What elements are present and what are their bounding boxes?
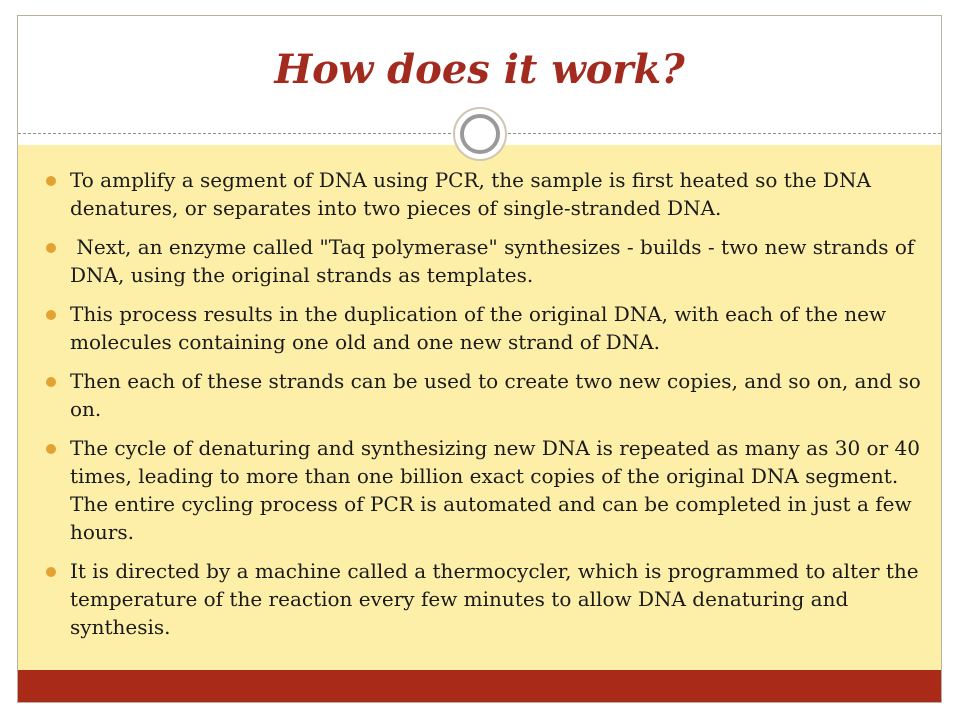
- bullet-dot-icon: [46, 567, 56, 577]
- list-item: [46, 367, 926, 423]
- list-item: [46, 300, 926, 356]
- bullet-text: Next, an enzyme called "Taq polymerase" synthesizes - builds - two new strands of DNA, using the original strands as templates.: [70, 235, 921, 287]
- bottom-bar: [18, 670, 941, 702]
- bullet-dot-icon: [46, 176, 56, 186]
- ring-ornament-inner: [460, 114, 500, 154]
- list-item: [46, 233, 926, 289]
- bullet-dot-icon: [46, 444, 56, 454]
- bullet-text: The cycle of denaturing and synthesizing new DNA is repeated as many as 30 or 40 times, leading to more than one billion exact copies of the original DNA segment. The entire cycling process of PCR is automated and can be completed in just a few hours.: [70, 436, 920, 544]
- bullet-text: Then each of these strands can be used to create two new copies, and so on, and so on.: [70, 369, 921, 421]
- list-item: [46, 434, 926, 546]
- ring-ornament-icon: [453, 107, 507, 161]
- bullet-dot-icon: [46, 243, 56, 253]
- bullet-text: This process results in the duplication of the original DNA, with each of the new molecules containing one old and one new strand of DNA.: [70, 302, 887, 354]
- list-item: [46, 166, 926, 222]
- bullet-list: [46, 166, 926, 652]
- slide-title: How does it work?: [274, 46, 685, 93]
- list-item: [46, 557, 926, 641]
- bullet-dot-icon: [46, 310, 56, 320]
- bullet-text: It is directed by a machine called a thermocycler, which is programmed to alter the temperature of the reaction every few minutes to allow DNA denaturing and synthesis.: [70, 559, 919, 639]
- bullet-text: To amplify a segment of DNA using PCR, the sample is first heated so the DNA denatures, or separates into two pieces of single-stranded DNA.: [70, 168, 871, 220]
- bullet-dot-icon: [46, 377, 56, 387]
